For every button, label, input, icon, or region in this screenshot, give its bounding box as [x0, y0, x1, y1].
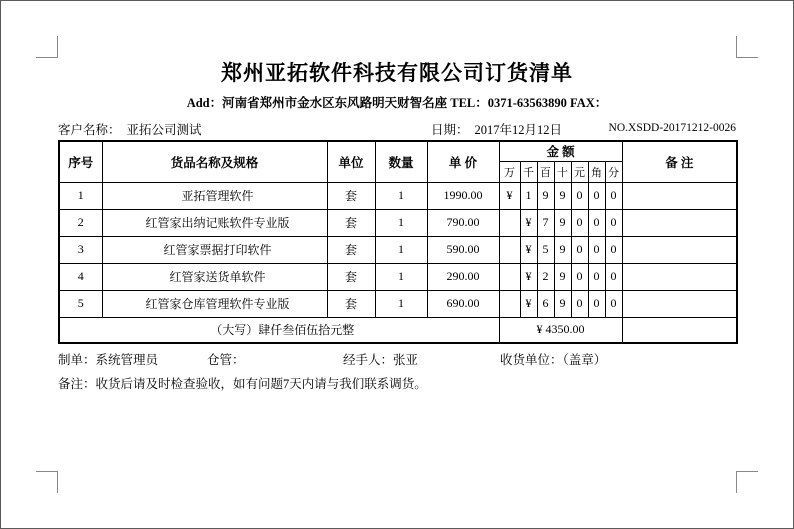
cell-seq: 4	[59, 263, 102, 290]
signature-row	[58, 350, 736, 367]
digit-header-qian: 千	[520, 161, 537, 182]
note-line: 备注：收货后请及时检查验收，如有问题7天内请与我们联系调货。	[58, 377, 427, 391]
amount-digit-cell: 6	[537, 290, 554, 317]
handler-value: 张亚	[393, 353, 419, 367]
maker-field	[58, 350, 158, 368]
col-header-remark: 备 注	[622, 141, 737, 182]
handler-field	[343, 350, 418, 368]
amount-digit-cell: ¥	[520, 236, 537, 263]
amount-digit-cell	[499, 209, 520, 236]
amount-digit-cell: 0	[571, 209, 588, 236]
digit-header-yuan: 元	[571, 161, 588, 182]
cell-price: 590.00	[427, 236, 499, 263]
total-remark-cell	[622, 317, 737, 343]
digit-header-jiao: 角	[588, 161, 605, 182]
amount-digit-cell: 1	[520, 182, 537, 209]
cell-unit: 套	[327, 236, 375, 263]
col-header-amount: 金 额	[499, 141, 622, 161]
handler-label: 经手人：	[343, 353, 394, 367]
amount-digit-cell: 7	[537, 209, 554, 236]
maker-value: 系统管理员	[95, 353, 159, 367]
cell-seq: 5	[59, 290, 102, 317]
total-amount-value: ¥ 4350.00	[499, 317, 622, 343]
amount-digit-cell: 0	[571, 182, 588, 209]
cell-unit: 套	[327, 290, 375, 317]
cell-qty: 1	[375, 182, 427, 209]
amount-digit-cell: 9	[554, 263, 571, 290]
warehouse-field	[207, 350, 245, 368]
amount-digit-cell: 0	[605, 209, 622, 236]
order-table	[58, 140, 738, 344]
receiver-label: 收货单位：	[500, 353, 563, 367]
amount-digit-cell: 0	[605, 263, 622, 290]
cell-unit: 套	[327, 263, 375, 290]
amount-digit-cell: 0	[571, 263, 588, 290]
amount-digit-cell: 0	[605, 290, 622, 317]
print-corner-mark-bottom-right	[736, 471, 758, 493]
amount-digit-cell: 9	[554, 182, 571, 209]
receiver-value: （盖章）	[562, 353, 607, 367]
cell-remark	[622, 263, 737, 290]
cell-seq: 2	[59, 209, 102, 236]
print-corner-mark-top-left	[36, 36, 58, 58]
amount-digit-cell: 9	[554, 290, 571, 317]
table-row	[59, 209, 737, 236]
amount-digit-cell	[499, 236, 520, 263]
cell-price: 790.00	[427, 209, 499, 236]
cell-remark	[622, 236, 737, 263]
digit-header-shi: 十	[554, 161, 571, 182]
amount-digit-cell: 5	[537, 236, 554, 263]
amount-digit-cell: ¥	[499, 182, 520, 209]
order-table-body	[59, 182, 737, 317]
cell-unit: 套	[327, 182, 375, 209]
amount-digit-cell: 0	[588, 182, 605, 209]
cell-name: 红管家票据打印软件	[102, 236, 327, 263]
amount-digit-cell: 0	[571, 236, 588, 263]
amount-digit-cell: 0	[588, 236, 605, 263]
cell-price: 290.00	[427, 263, 499, 290]
cell-name: 红管家仓库管理软件专业版	[102, 290, 327, 317]
cell-remark	[622, 209, 737, 236]
col-header-qty: 数量	[375, 141, 427, 182]
amount-digit-cell: 0	[588, 290, 605, 317]
date-field	[431, 120, 562, 138]
customer-field	[58, 120, 202, 138]
cell-remark	[622, 182, 737, 209]
cell-qty: 1	[375, 209, 427, 236]
warehouse-label: 仓管：	[207, 353, 245, 367]
cell-qty: 1	[375, 236, 427, 263]
table-row	[59, 182, 737, 209]
col-header-seq: 序号	[59, 141, 102, 182]
amount-digit-cell: 0	[588, 209, 605, 236]
cell-name: 红管家出纳记账软件专业版	[102, 209, 327, 236]
print-corner-mark-bottom-left	[36, 471, 58, 493]
cell-seq: 1	[59, 182, 102, 209]
amount-digit-cell: 0	[605, 182, 622, 209]
col-header-price: 单 价	[427, 141, 499, 182]
cell-price: 1990.00	[427, 182, 499, 209]
receiver-field	[500, 350, 606, 368]
col-header-unit: 单位	[327, 141, 375, 182]
digit-header-fen: 分	[605, 161, 622, 182]
amount-digit-cell: ¥	[520, 290, 537, 317]
amount-digit-cell: 9	[537, 182, 554, 209]
cell-name: 亚拓管理软件	[102, 182, 327, 209]
maker-label: 制单：	[58, 353, 96, 367]
document-number: NO.XSDD-20171212-0026	[608, 122, 736, 134]
cell-qty: 1	[375, 263, 427, 290]
amount-digit-cell	[499, 290, 520, 317]
table-row	[59, 263, 737, 290]
col-header-name: 货品名称及规格	[102, 141, 327, 182]
amount-digit-cell: ¥	[520, 209, 537, 236]
cell-unit: 套	[327, 209, 375, 236]
amount-digit-cell: 9	[554, 209, 571, 236]
cell-price: 690.00	[427, 290, 499, 317]
amount-digit-cell	[499, 263, 520, 290]
cell-seq: 3	[59, 236, 102, 263]
cell-remark	[622, 290, 737, 317]
customer-label: 客户名称：	[58, 123, 121, 137]
cell-qty: 1	[375, 290, 427, 317]
document-info-row	[58, 120, 736, 137]
total-amount-in-words: （大写）肆仟叁佰伍拾元整	[59, 317, 499, 343]
amount-digit-cell: 0	[605, 236, 622, 263]
amount-digit-cell: 9	[554, 236, 571, 263]
digit-header-bai: 百	[537, 161, 554, 182]
table-row	[59, 236, 737, 263]
date-value: 2017年12月12日	[474, 123, 563, 137]
table-header-row	[59, 141, 737, 161]
date-label: 日期：	[431, 123, 469, 137]
amount-digit-cell: 0	[588, 263, 605, 290]
digit-header-wan: 万	[499, 161, 520, 182]
amount-digit-cell: 0	[571, 290, 588, 317]
cell-name: 红管家送货单软件	[102, 263, 327, 290]
page-title: 郑州亚拓软件科技有限公司订货清单	[221, 61, 573, 85]
company-address-line: Add：河南省郑州市金水区东风路明天财智名座 TEL：0371-63563890 FAX：	[186, 96, 608, 110]
table-row	[59, 290, 737, 317]
print-corner-mark-top-right	[736, 36, 758, 58]
amount-digit-cell: 2	[537, 263, 554, 290]
amount-digit-cell: ¥	[520, 263, 537, 290]
customer-value: 亚拓公司测试	[126, 123, 202, 137]
total-row	[59, 317, 737, 343]
